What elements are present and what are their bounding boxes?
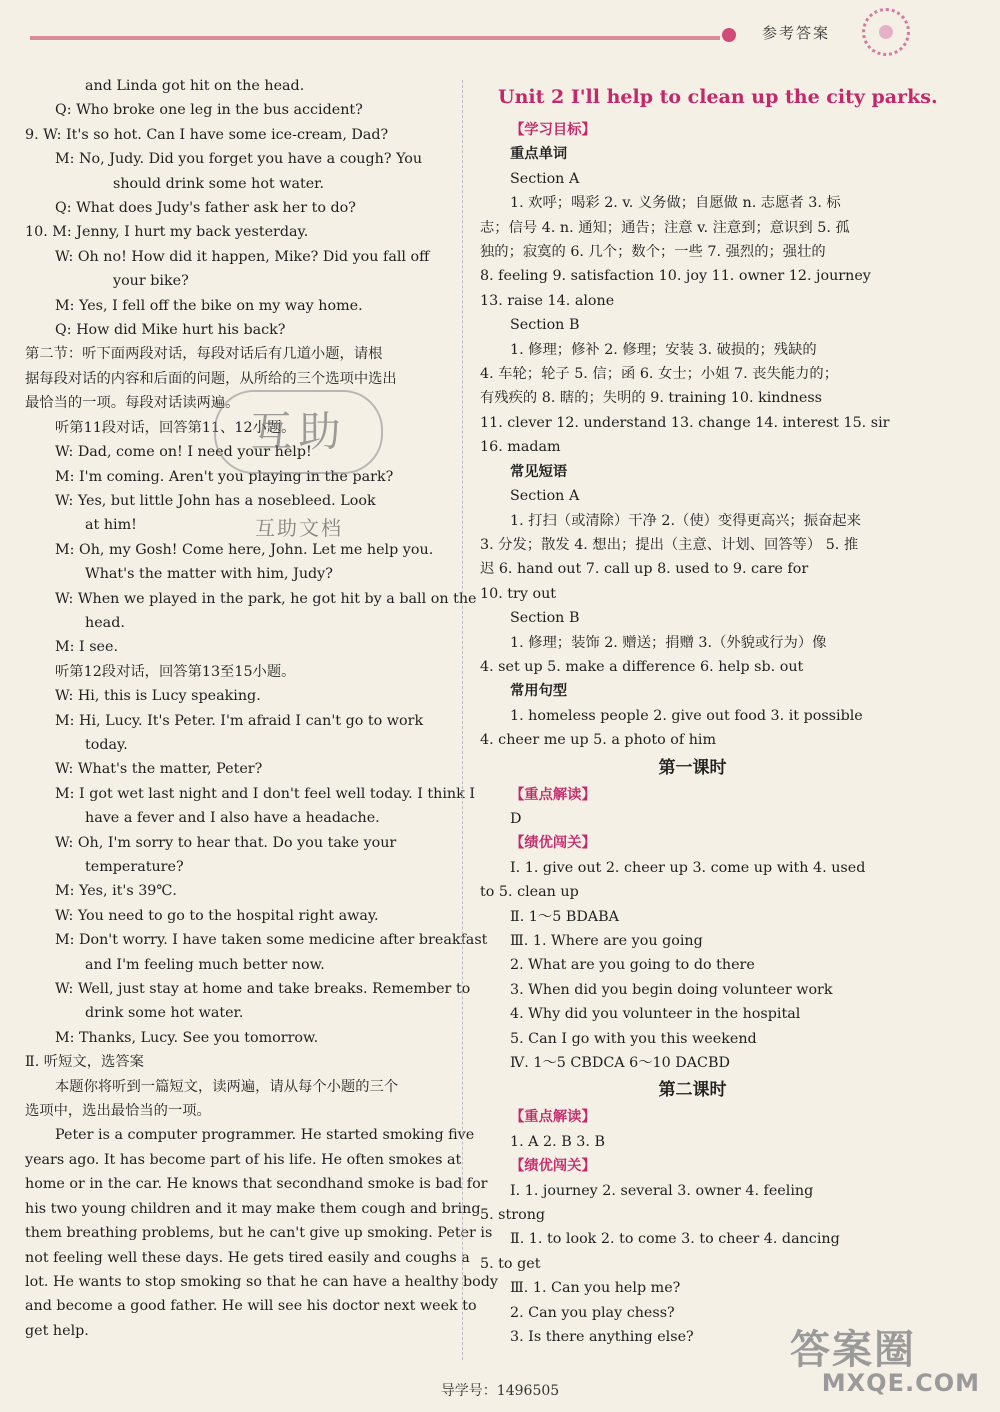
right-line: 3. 分发；散发 4. 想出；提出（主意、计划、回答等） 5. 推	[480, 536, 859, 553]
column-divider	[462, 80, 463, 1360]
right-line: Ⅲ. 1. Can you help me?	[510, 1280, 681, 1297]
right-line: 迟 6. hand out 7. call up 8. used to 9. care for	[480, 561, 809, 578]
left-line: Peter is a computer programmer. He started smoking five	[55, 1127, 475, 1144]
right-line: 4. set up 5. make a difference 6. help sb. out	[480, 658, 804, 675]
left-line: not feeling well these days. He gets tired easily and coughs a	[25, 1249, 470, 1266]
left-line: get help.	[25, 1322, 89, 1339]
right-line: 【重点解读】	[510, 1109, 596, 1126]
left-line: and Linda got hit on the head.	[85, 78, 305, 94]
right-line: 1. 欢呼；喝彩 2. v. 义务做；自愿做 n. 志愿者 3. 标	[510, 195, 841, 212]
left-line: W: You need to go to the hospital right away.	[55, 907, 379, 924]
right-line: 4. 车轮；轮子 5. 信；函 6. 女士；小姐 7. 丧失能力的；	[480, 366, 839, 383]
right-line: 【学习目标】	[510, 122, 596, 138]
guide-number: 导学号：1496505	[440, 1383, 560, 1399]
left-line: Ⅱ. 听短文，选答案	[25, 1054, 144, 1071]
right-line: Section B	[510, 317, 580, 334]
header-rule	[30, 36, 720, 40]
left-line: M: I'm coming. Aren't you playing in the park?	[55, 468, 394, 485]
site-logo	[790, 1318, 990, 1398]
right-line: Ⅱ. 1～5 BDABA	[510, 908, 619, 925]
right-line: 志；信号 4. n. 通知；通告；注意 v. 注意到；意识到 5. 孤	[480, 219, 850, 236]
left-line: M: I got wet last night and I don't feel well today. I think I	[55, 785, 475, 802]
left-line: W: What's the matter, Peter?	[55, 761, 263, 778]
right-line: D	[510, 810, 522, 827]
right-line: 4. cheer me up 5. a photo of him	[480, 732, 717, 749]
left-line: drink some hot water.	[85, 1005, 244, 1022]
left-line: W: Dad, come on! I need your help!	[55, 444, 312, 461]
right-line: 16. madam	[480, 439, 561, 456]
left-line: 选项中，选出最恰当的一项。	[25, 1103, 211, 1120]
logo-line1: 答案圈	[790, 1327, 916, 1373]
left-line: W: Hi, this is Lucy speaking.	[55, 688, 261, 705]
left-line: Q: What does Judy's father ask her to do?	[55, 200, 356, 217]
left-line: M: Yes, I fell off the bike on my way home.	[55, 297, 363, 314]
watermark-stamp: 互助	[214, 390, 383, 474]
right-line: Ⅱ. 1. to look 2. to come 3. to cheer 4. dancing	[510, 1231, 840, 1248]
right-line: 5. to get	[480, 1255, 541, 1272]
right-line: 有残疾的 8. 瞎的；失明的 9. training 10. kindness	[480, 390, 823, 407]
right-line: 1. A 2. B 3. B	[510, 1133, 605, 1150]
right-line: 1. 修理；修补 2. 修理；安装 3. 破损的；残缺的	[510, 341, 817, 358]
left-line: temperature?	[85, 859, 184, 875]
left-line: years ago. It has become part of his life. He often smokes at	[25, 1151, 462, 1168]
left-line: M: Don't worry. I have taken some medicine after breakfast	[55, 932, 488, 949]
left-line: What's the matter with him, Judy?	[85, 566, 333, 583]
left-line: 第二节：听下面两段对话，每段对话后有几道小题，请根	[25, 346, 383, 363]
left-line: 听第11段对话，回答第11、12小题。	[55, 419, 296, 436]
header-label: 参考答案	[762, 24, 831, 42]
left-line: today.	[85, 736, 128, 753]
right-line: 5. strong	[480, 1207, 546, 1224]
left-line: 据每段对话的内容和后面的问题，从所给的三个选项中选出	[25, 370, 397, 387]
right-line: 常用句型	[510, 683, 568, 700]
right-line: to 5. clean up	[480, 884, 579, 901]
left-line: head.	[85, 614, 125, 631]
right-line: 8. feeling 9. satisfaction 10. joy 11. owner 12. journey	[480, 268, 871, 285]
left-line: M: I see.	[55, 639, 118, 656]
left-line: M: No, Judy. Did you forget you have a cough? You	[55, 151, 423, 168]
right-line: Section A	[510, 170, 580, 187]
left-line: and I'm feeling much better now.	[85, 956, 325, 973]
left-line: M: Yes, it's 39℃.	[55, 883, 177, 900]
left-line: W: Oh no! How did it happen, Mike? Did you fall off	[55, 248, 430, 265]
left-line: W: When we played in the park, he got hit by a ball on the	[55, 590, 477, 607]
left-line: W: Well, just stay at home and take breaks. Remember to	[55, 981, 471, 998]
right-line: 4. Why did you volunteer in the hospital	[510, 1006, 801, 1023]
left-line: W: Yes, but little John has a nosebleed. Look	[55, 492, 376, 509]
right-line: 2. Can you play chess?	[510, 1304, 675, 1321]
unit-title: Unit 2 I'll help to clean up the city parks.	[498, 86, 938, 108]
left-line: lot. He wants to stop smoking so that he can have a healthy body	[25, 1273, 498, 1290]
left-line: his two young children and it may make them cough and bring	[25, 1200, 481, 1217]
right-line: Ⅰ. 1. journey 2. several 3. owner 4. feeling	[510, 1182, 814, 1199]
left-line: at him!	[85, 517, 137, 534]
right-line: 11. clever 12. understand 13. change 14. interest 15. sir	[480, 414, 890, 431]
right-line: 重点单词	[510, 146, 568, 163]
left-line: M: Oh, my Gosh! Come here, John. Let me help you.	[55, 541, 434, 558]
right-line: 第一课时	[658, 757, 727, 778]
left-line: Q: How did Mike hurt his back?	[55, 322, 286, 339]
right-line: 【绩优闯关】	[510, 835, 596, 852]
left-line: 听第12段对话，回答第13至15小题。	[55, 663, 296, 680]
left-line: W: Oh, I'm sorry to hear that. Do you take your	[55, 834, 397, 851]
left-column	[25, 74, 498, 1343]
right-line: 13. raise 14. alone	[480, 292, 615, 309]
left-line: Q: Who broke one leg in the bus accident?	[55, 102, 363, 119]
right-line: Section B	[510, 610, 580, 627]
right-line: 1. 打扫（或清除）干净 2.（使）变得更高兴；振奋起来	[510, 512, 861, 529]
right-line: 3. Is there anything else?	[510, 1329, 694, 1346]
watermark-text: 互助文档	[255, 516, 343, 540]
right-line: 3. When did you begin doing volunteer work	[510, 981, 833, 998]
left-line: have a fever and I also have a headache.	[85, 810, 380, 827]
right-line: 1. homeless people 2. give out food 3. it possible	[510, 707, 863, 724]
flower-ornament-icon	[862, 8, 910, 56]
right-line: 第二课时	[658, 1080, 727, 1101]
header-dot	[722, 28, 736, 42]
left-line: 10. M: Jenny, I hurt my back yesterday.	[25, 224, 309, 241]
left-line: M: Thanks, Lucy. See you tomorrow.	[55, 1029, 319, 1046]
left-line: M: Hi, Lucy. It's Peter. I'm afraid I can't go to work	[55, 712, 424, 729]
left-line: them breathing problems, but he can't give up smoking. Peter is	[25, 1225, 493, 1242]
left-line: 最恰当的一项。每段对话读两遍。	[25, 395, 240, 412]
right-line: Section A	[510, 488, 580, 505]
right-line: 【绩优闯关】	[510, 1158, 596, 1175]
right-line: 独的；寂寞的 6. 几个；数个；一些 7. 强烈的；强壮的	[480, 244, 826, 261]
right-line: 10. try out	[480, 585, 557, 602]
right-line: 5. Can I go with you this weekend	[510, 1030, 757, 1047]
right-line: 常见短语	[510, 463, 568, 480]
logo-line2: MXQE.COM	[821, 1369, 980, 1397]
right-line: 【重点解读】	[510, 786, 596, 803]
left-line: home or in the car. He knows that secondhand smoke is bad for	[25, 1176, 488, 1193]
left-line: 9. W: It's so hot. Can I have some ice-cream, Dad?	[25, 126, 389, 143]
left-line: and become a good father. He will see his doctor next week to	[25, 1298, 477, 1315]
right-line: 2. What are you going to do there	[510, 957, 755, 974]
left-line: should drink some hot water.	[113, 175, 324, 192]
left-line: 本题你将听到一篇短文，读两遍，请从每个小题的三个	[55, 1078, 399, 1095]
right-line: Ⅲ. 1. Where are you going	[510, 933, 703, 949]
right-line: Ⅰ. 1. give out 2. cheer up 3. come up with 4. used	[510, 859, 866, 876]
right-line: Ⅳ. 1～5 CBDCA 6～10 DACBD	[510, 1055, 730, 1072]
left-line: your bike?	[113, 273, 189, 290]
right-line: 1. 修理；装饰 2. 赠送；捐赠 3.（外貌或行为）像	[510, 634, 827, 651]
